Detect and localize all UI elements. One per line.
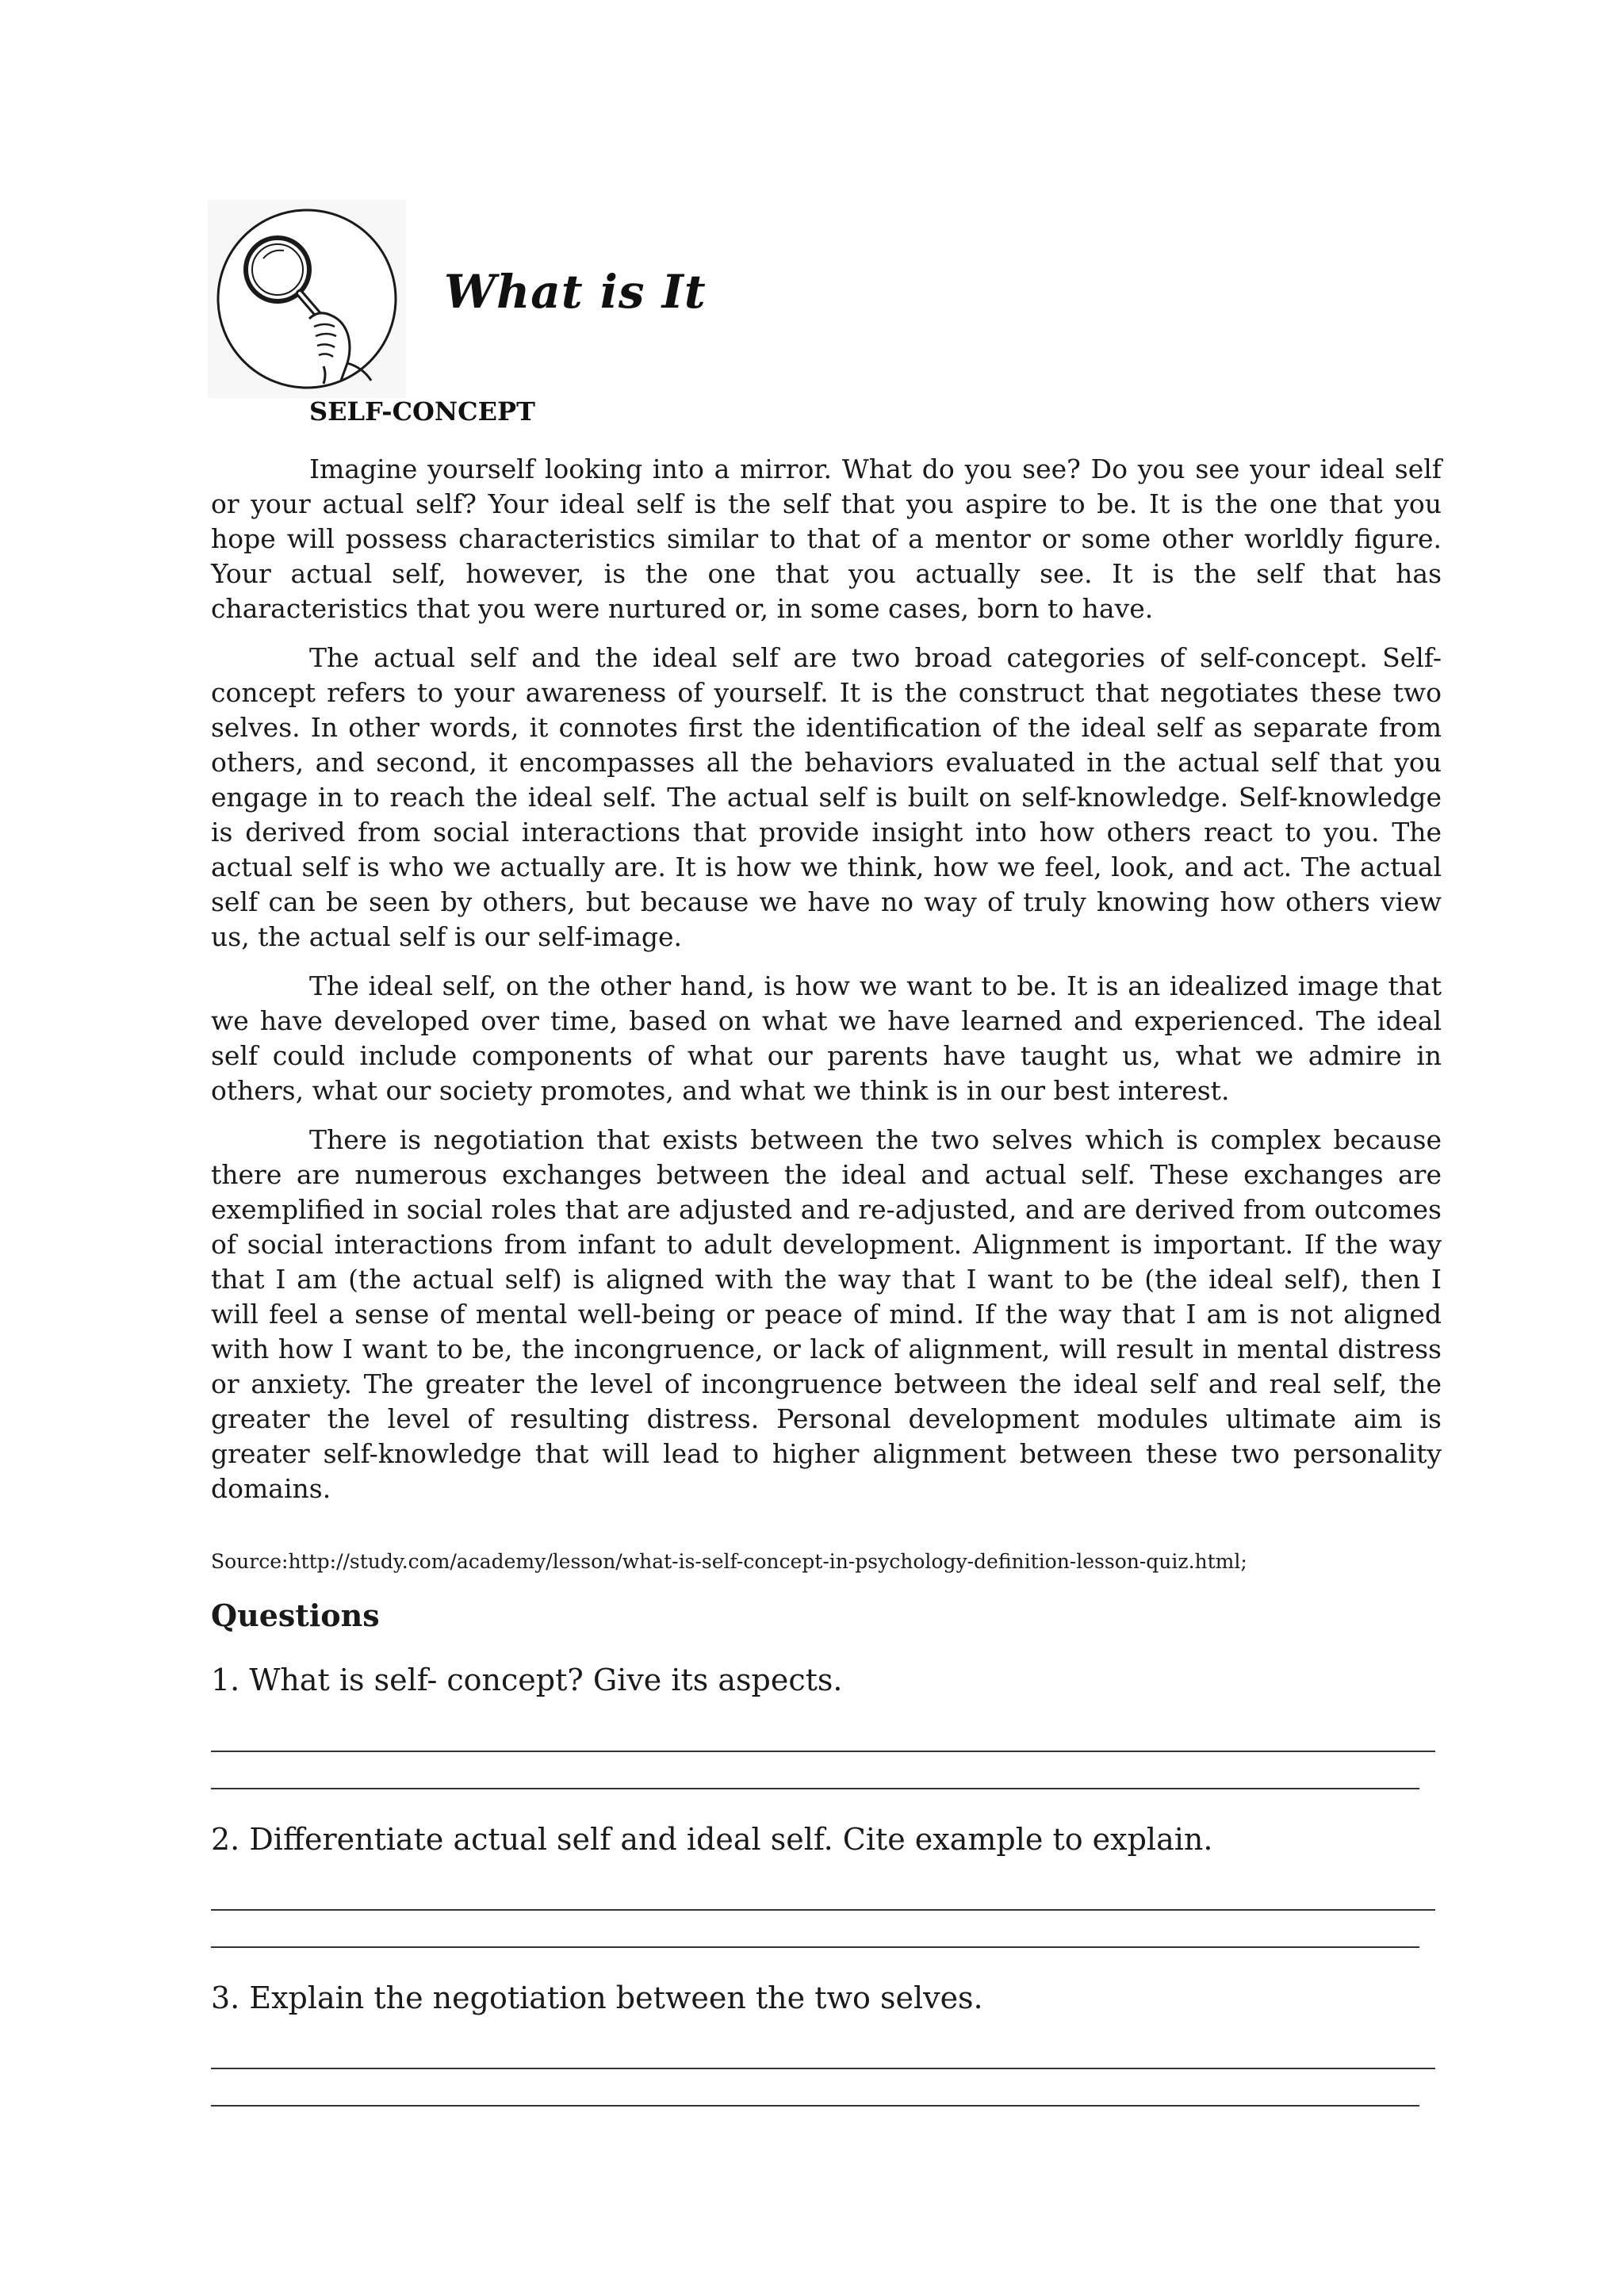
magnifying-glass-icon [208,200,406,398]
paragraph: The ideal self, on the other hand, is how we want to be. It is an idealized image that we have developed over time, based on what we have learned and experienced. The ideal self could include components of what our parents have taught us, what we admire in others, what our society promotes, and what we think is in our best interest. [211,970,1442,1106]
answer-line[interactable] [211,1909,1435,1911]
question-1: 1. What is self- concept? Give its aspects. [211,1663,843,1697]
answer-line[interactable] [211,1788,1419,1789]
topic-heading: SELF-CONCEPT [309,396,535,427]
paragraph: There is negotiation that exists between the two selves which is complex because there are numerous exchanges between the ideal and actual self. These exchanges are exemplified in social roles that are adjusted and re-adjusted, and are derived from outcomes of social interactions from infant to adult development. Alignment is important. If the way that I am (the actual self) is aligned with the way that I want to be (the ideal self), then I will feel a sense of mental well-being or peace of mind. If the way that I am is not aligned with how I want to be, the incongruence, or lack of alignment, will result in mental distress or anxiety. The greater the level of incongruence between the ideal self and real self, the greater the level of resulting distress. Personal development modules ultimate aim is greater self-knowledge that will lead to higher alignment between these two personality domains. [211,1124,1442,1504]
section-title: What is It [444,265,707,319]
paragraph: Imagine yourself looking into a mirror. What do you see? Do you see your ideal self or your actual self? Your ideal self is the self that you aspire to be. It is the one that you hope will possess characteristics similar to that of a mentor or some other worldly figure. Your actual self, however, is the one that you actually see. It is the self that has characteristics that you were nurtured or, in some cases, born to have. [211,453,1442,624]
source-citation: Source:http://study.com/academy/lesson/what-is-self-concept-in-psychology-definition-lesson-quiz.html; [211,1550,1247,1573]
question-2: 2. Differentiate actual self and ideal self. Cite example to explain. [211,1822,1213,1857]
paragraph: The actual self and the ideal self are two broad categories of self-concept. Self-concept refers to your awareness of yourself. It is the construct that negotiates these two selves. In other words, it connotes first the identification of the ideal self as separate from others, and second, it encompasses all the behaviors evaluated in the actual self that you engage in to reach the ideal self. The actual self is built on self-knowledge. Self-knowledge is derived from social interactions that provide insight into how others react to you. The actual self is who we actually are. It is how we think, how we feel, look, and act. The actual self can be seen by others, but because we have no way of truly knowing how others view us, the actual self is our self-image. [211,642,1442,952]
questions-heading: Questions [211,1598,380,1633]
answer-line[interactable] [211,1946,1419,1948]
answer-line[interactable] [211,1751,1435,1752]
lesson-body [211,452,1442,1521]
question-3: 3. Explain the negotiation between the two selves. [211,1980,983,2015]
answer-line[interactable] [211,2068,1435,2069]
answer-line[interactable] [211,2105,1419,2107]
